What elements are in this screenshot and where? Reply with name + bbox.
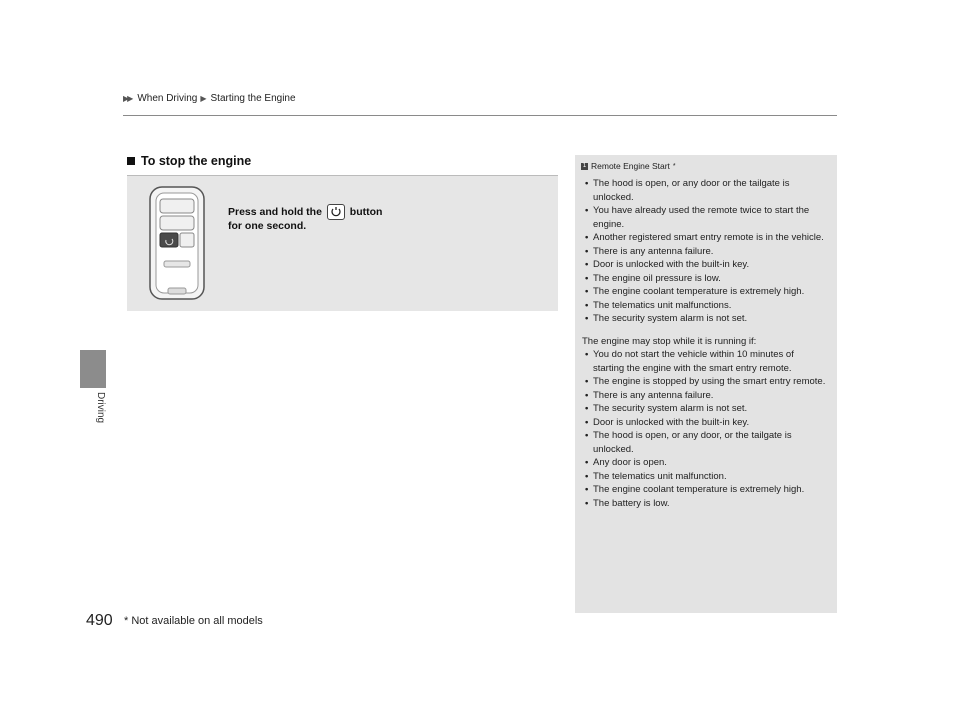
sidebar-header: [575, 155, 837, 171]
key-fob-illustration: [144, 185, 210, 303]
list-item: • The engine oil pressure is low.: [585, 272, 827, 286]
list-item: • The security system alarm is not set.: [585, 312, 827, 326]
chapter-tab-marker: [80, 350, 106, 388]
key-fob-figure: [127, 175, 558, 311]
section-square-icon: [127, 157, 135, 165]
footnote: * Not available on all models: [124, 615, 263, 627]
list-item: • The security system alarm is not set.: [585, 402, 827, 416]
sidebar-title-mark: *: [672, 162, 676, 170]
list-item: • The engine coolant temperature is extremely high.: [585, 285, 827, 299]
list-item: • Door is unlocked with the built-in key.: [585, 258, 827, 272]
breadcrumb-arrow-icon: ▶: [200, 94, 205, 103]
list-item: • Another registered smart entry remote is in the vehicle.: [585, 231, 827, 245]
list-item: • Any door is open.: [585, 456, 827, 470]
breadcrumb-item-starting-engine[interactable]: Starting the Engine: [210, 93, 296, 104]
list-item: • You have already used the remote twice to start the engine.: [585, 204, 827, 231]
list-item: • Door is unlocked with the built-in key.: [585, 416, 827, 430]
list-item: • There is any antenna failure.: [585, 389, 827, 403]
breadcrumb-arrow-icon: ▶▶: [123, 94, 132, 103]
reference-marker-icon: 1: [582, 162, 587, 169]
chapter-tab-label: Driving: [95, 392, 106, 424]
stop-conditions-list: [575, 348, 837, 510]
figure-caption: [228, 204, 418, 232]
page-number: 490: [86, 612, 113, 629]
list-item: • The telematics unit malfunction.: [585, 470, 827, 484]
breadcrumb-item-when-driving[interactable]: When Driving: [137, 93, 198, 104]
breadcrumb: [123, 93, 296, 104]
sidebar-title: Remote Engine Start: [591, 161, 670, 171]
section-title-text: To stop the engine: [141, 154, 252, 168]
list-item: • The hood is open, or any door or the tailgate is unlocked.: [585, 177, 827, 204]
section-title: [127, 154, 251, 168]
list-item: • The engine is stopped by using the smart entry remote.: [585, 375, 827, 389]
conditions-list: [575, 177, 837, 326]
header-divider: [123, 115, 837, 116]
list-item: • The telematics unit malfunctions.: [585, 299, 827, 313]
caption-text-line2: for one second.: [228, 220, 307, 232]
caption-text-end: button: [349, 205, 383, 218]
list-item: • The hood is open, or any door, or the tailgate is unlocked.: [585, 429, 827, 456]
list-item: • The engine coolant temperature is extremely high.: [585, 483, 827, 497]
stop-intro-text: The engine may stop while it is running if:: [582, 335, 757, 347]
list-item: • There is any antenna failure.: [585, 245, 827, 259]
remote-start-button-icon: [327, 204, 345, 220]
caption-text-start: Press and hold the: [228, 205, 322, 218]
list-item: • You do not start the vehicle within 10 minutes of starting the engine with the smart entry remote.: [585, 348, 827, 375]
sidebar-note: [575, 155, 837, 613]
list-item: • The battery is low.: [585, 497, 827, 511]
